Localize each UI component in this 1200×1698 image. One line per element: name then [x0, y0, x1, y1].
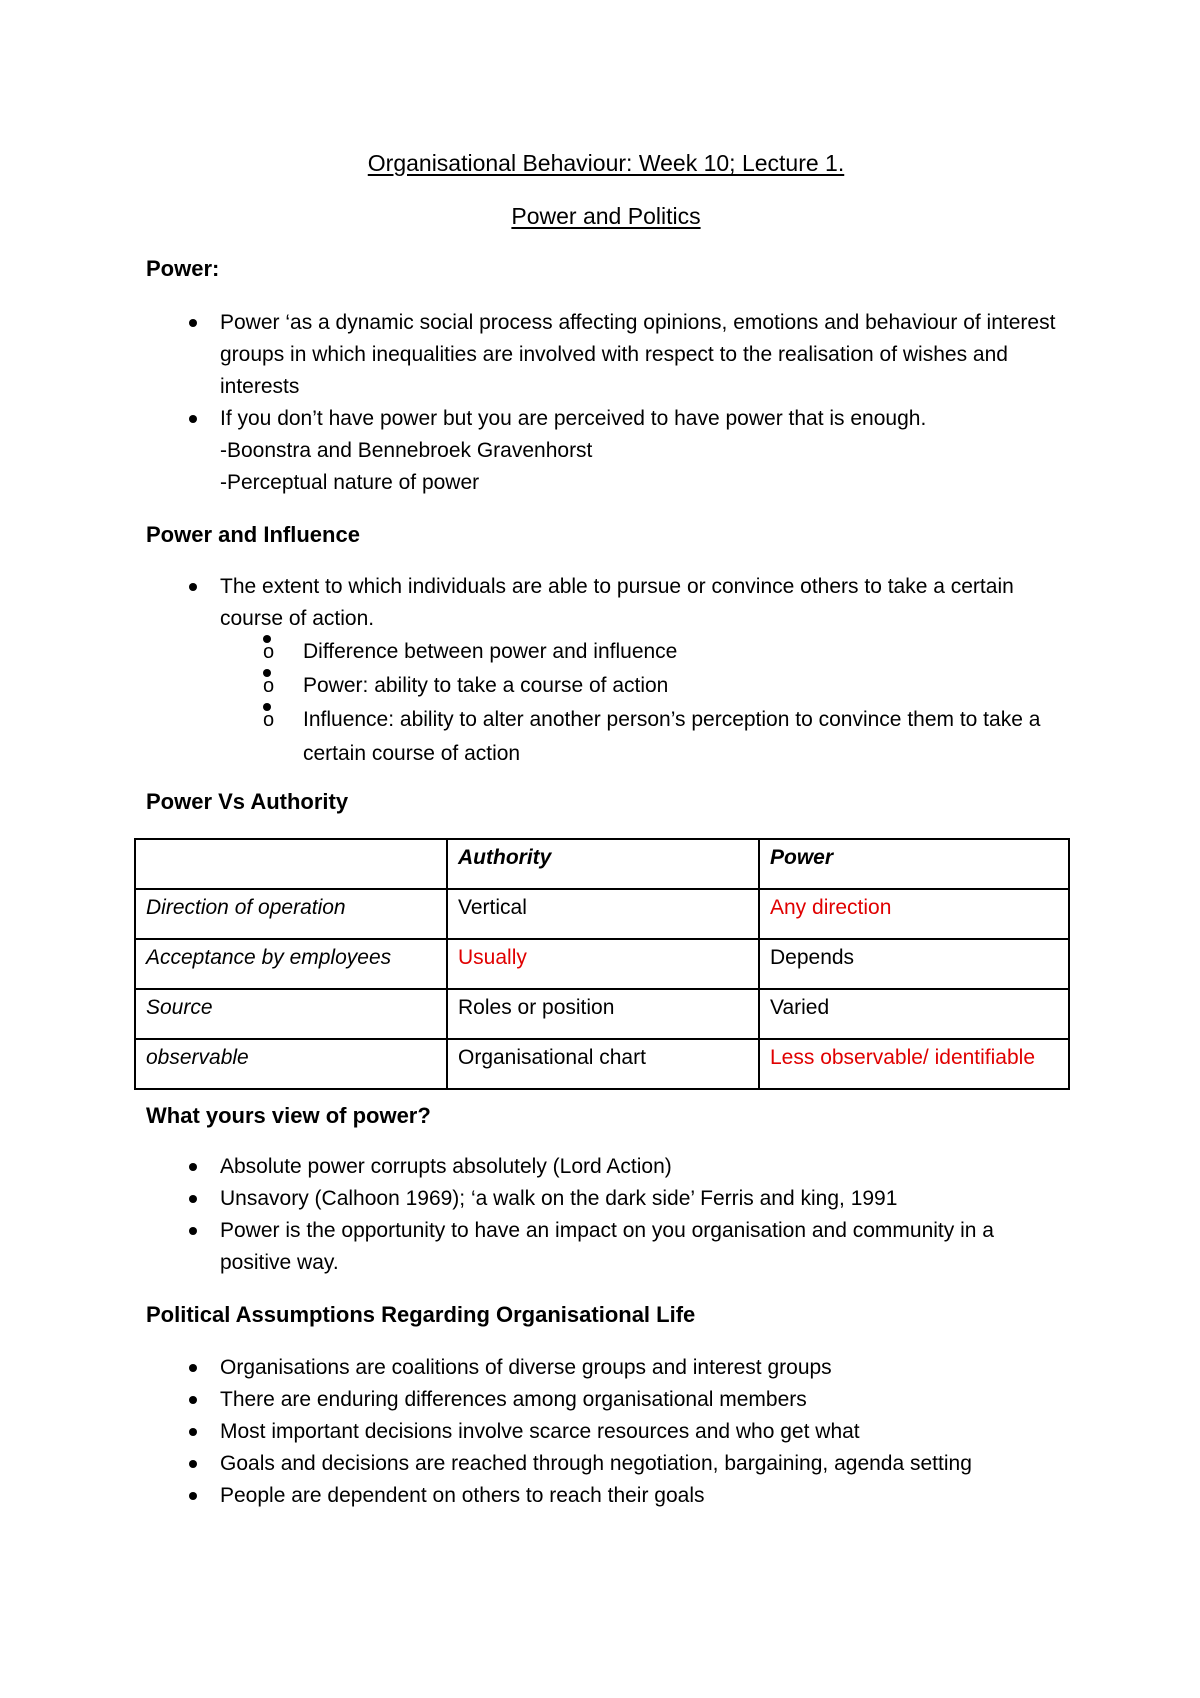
- subline: -Boonstra and Bennebroek Gravenhorst: [220, 439, 593, 462]
- heading-political-assumptions: Political Assumptions Regarding Organisational Life: [146, 1302, 696, 1327]
- power-authority-table: [134, 838, 1070, 1090]
- table-cell: Vertical: [447, 889, 759, 939]
- list-item: Power ‘as a dynamic social process affecting opinions, emotions and behaviour of interest groups in which inequalities are involved with respect to the realisation of wishes and interests: [190, 307, 1070, 403]
- table-cell: Source: [135, 989, 447, 1039]
- list-item: Power is the opportunity to have an impact on you organisation and community in a positive way.: [190, 1215, 1070, 1279]
- list-item: If you don’t have power but you are perceived to have power that is enough. -Boonstra and Bennebroek Gravenhorst -Perceptual nature of power: [190, 403, 1070, 499]
- table-cell: Varied: [759, 989, 1069, 1039]
- table-row: [135, 889, 1069, 939]
- table-cell: Depends: [759, 939, 1069, 989]
- influence-sub-list: [220, 635, 1070, 771]
- table-cell: Direction of operation: [135, 889, 447, 939]
- table-cell: [135, 839, 447, 889]
- document-title: Organisational Behaviour: Week 10; Lecture 1.: [367, 150, 845, 176]
- list-item: Most important decisions involve scarce resources and who get what: [190, 1416, 1070, 1448]
- table-cell: Usually: [447, 939, 759, 989]
- list-item: Unsavory (Calhoon 1969); ‘a walk on the dark side’ Ferris and king, 1991: [190, 1183, 1070, 1215]
- table-header-authority: Authority: [447, 839, 759, 889]
- influence-bullet-list: [190, 571, 1070, 771]
- document-subtitle: Power and Politics: [511, 203, 701, 229]
- table-row: [135, 939, 1069, 989]
- heading-power-influence: Power and Influence: [146, 522, 360, 547]
- table-cell: Less observable/ identifiable: [759, 1039, 1069, 1089]
- list-item: There are enduring differences among organisational members: [190, 1384, 1070, 1416]
- list-item: Absolute power corrupts absolutely (Lord Action): [190, 1151, 1070, 1183]
- table-cell: observable: [135, 1039, 447, 1089]
- list-item: The extent to which individuals are able to pursue or convince others to take a certain course of action. o Difference between power and influence o Power: ability to take a course of action o Influence: ability to alter another person’s perception to convince them to take a certain course of action: [190, 571, 1070, 771]
- list-item: o Difference between power and influence: [263, 635, 1070, 669]
- table-cell: Organisational chart: [447, 1039, 759, 1089]
- political-bullet-list: [190, 1352, 1070, 1512]
- table-cell: Roles or position: [447, 989, 759, 1039]
- table-cell: Any direction: [759, 889, 1069, 939]
- heading-power-vs-authority: Power Vs Authority: [146, 789, 349, 814]
- view-bullet-list: [190, 1151, 1070, 1279]
- heading-power: Power:: [146, 256, 220, 281]
- list-item: o Influence: ability to alter another person’s perception to convince them to take a certain course of action: [263, 703, 1070, 771]
- power-bullet-list: [190, 307, 1070, 499]
- heading-view-of-power: What yours view of power?: [146, 1103, 431, 1128]
- subline: -Perceptual nature of power: [220, 471, 480, 494]
- list-item: o Power: ability to take a course of action: [263, 669, 1070, 703]
- table-row: [135, 1039, 1069, 1089]
- list-item: People are dependent on others to reach their goals: [190, 1480, 1070, 1512]
- table-header-power: Power: [759, 839, 1069, 889]
- table-cell: Acceptance by employees: [135, 939, 447, 989]
- list-item: Goals and decisions are reached through negotiation, bargaining, agenda setting: [190, 1448, 1070, 1480]
- table-row: [135, 989, 1069, 1039]
- list-item: Organisations are coalitions of diverse groups and interest groups: [190, 1352, 1070, 1384]
- table-row: [135, 839, 1069, 889]
